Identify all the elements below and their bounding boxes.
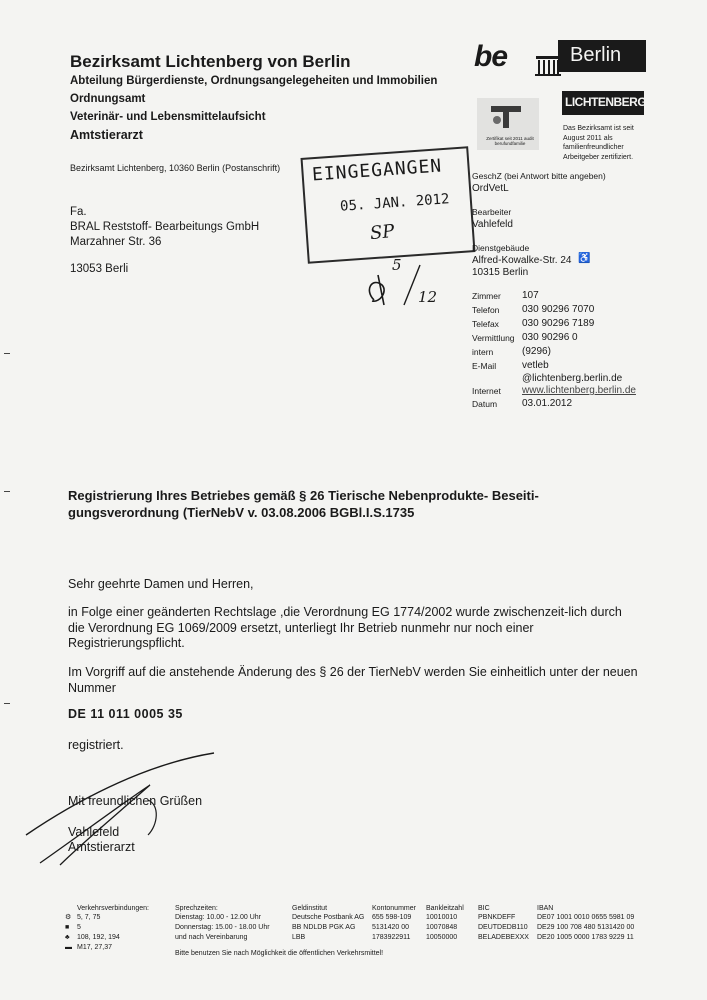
dienst-city: 10315 Berlin [472,267,529,278]
dienst-label: Dienstgebäude [472,243,530,253]
be-berlin-logo: be [474,40,508,73]
department: Abteilung Bürgerdienste, Ordnungsangelegeheiten und Immobilien [70,75,438,87]
bearbeiter-value: Vahlefeld [472,219,513,230]
signatory-role: Amtstierarzt [68,840,135,854]
lichtenberg-logo: LICHTENBERG [565,95,647,109]
blz-label: Bankleitzahl [426,905,464,912]
audit-certificate-text: Zertifikat seit 2011 audit berufundfamilie [486,136,534,146]
closing: Mit freundlichen Grüßen [68,794,203,808]
transport-line: 108, 192, 194 [77,934,120,941]
stamp-date: 05. JAN. 2012 [339,191,451,215]
fold-mark [4,353,10,354]
stamp-title: EINGEGANGEN [311,155,443,186]
gesch-label: GeschZ (bei Antwort bitte angeben) [472,171,606,181]
hours-label: Sprechzeiten: [175,905,218,912]
hours-line: Donnerstag: 15.00 - 18.00 Uhr [175,924,270,931]
hours-line: und nach Vereinbarung [175,934,248,941]
tram-icon: ⚙ [65,914,72,921]
info-label: Vermittlung [472,333,515,343]
konto-label: Kontonummer [372,905,416,912]
info-label: intern [472,347,494,357]
registration-number: DE 11 011 0005 35 [68,707,183,721]
info-value: 030 90296 7189 [522,318,595,329]
info-value: 030 90296 7070 [522,304,595,315]
blz-number: 10010010 [426,914,458,921]
registered-text: registriert. [68,738,124,752]
bank-label: Geldinstitut [292,905,328,912]
handwritten-signature [20,745,220,870]
handwritten-note-bottom: 12 [418,288,438,306]
recipient-line-1: Fa. [70,206,87,218]
bus-icon: ♣ [65,934,70,941]
paragraph-1: in Folge einer geänderten Rechtslage ,die Verordnung EG 1774/2002 wurde zwischenzeit-lich durch die Verordnung EG 1069/2009 ersetzt, unterliegt Ihr Betrieb nunmehr nur noch einer Registrierungspflicht. [68,605,622,650]
bank-name: LBB [292,934,306,941]
footer-note: Bitte benutzen Sie nach Möglichkeit die öffentlichen Verkehrsmittel! [175,950,384,957]
blz-number: 10050000 [426,934,458,941]
info-label: Telefon [472,305,500,315]
info-value: 107 [522,290,539,301]
certification-note: Das Bezirksamt ist seit August 2011 als familienfreundlicher Arbeitgeber zertifiziert. [563,125,634,161]
website-link[interactable]: www.lichtenberg.berlin.de [522,385,636,396]
signatory-name: Vahlefeld [68,825,120,839]
office: Ordnungsamt [70,93,146,105]
konto-number: 1783922911 [372,934,411,941]
iban-code: DE29 100 708 480 5131420 00 [537,924,635,931]
email-domain: @lichtenberg.berlin.de [522,373,623,384]
iban-code: DE20 1005 0000 1783 9229 11 [537,934,634,941]
wheelchair-icon: ♿ [578,253,591,264]
fold-mark [4,491,10,492]
bank-name: BB NDLDB PGK AG [292,924,356,931]
fold-mark [4,703,10,704]
bic-code: BELADEBEXXX [478,934,529,941]
gesch-value: OrdVetL [472,183,509,194]
greeting: Sehr geehrte Damen und Herren, [68,577,254,591]
recipient-company: BRAL Reststoff- Bearbeitungs GmbH [70,221,260,233]
bic-code: DEUTDEDB110 [478,924,528,931]
bic-code: PBNKDEFF [478,914,516,921]
transport-label: Verkehrsverbindungen: [77,905,149,912]
sender-line: Bezirksamt Lichtenberg, 10360 Berlin (Postanschrift) [70,163,281,173]
metro-icon: ▬ [65,944,72,951]
berlin-logo-text: Berlin [570,44,622,66]
paragraph-2: Im Vorgriff auf die anstehende Änderung des § 26 der TierNebV werden Sie einheitlich unter der neuen Nummer [68,665,638,695]
letter-date: 03.01.2012 [522,398,573,409]
info-value: vetleb [522,360,549,371]
blz-number: 10070848 [426,924,458,931]
transport-line: 5 [77,924,81,931]
iban-code: DE07 1001 0010 0655 5981 09 [537,914,635,921]
transport-line: 5, 7, 75 [77,914,101,921]
sbahn-icon: ■ [65,924,70,931]
handwritten-note-mark [362,255,452,315]
subject-line: Registrierung Ihres Betriebes gemäß § 26 Tierische Nebenprodukte- Beseiti-gungsverordnung (TierNebV v. 03.08.2006 BGBl.I.S.1735 [68,488,539,520]
dienst-street: Alfred-Kowalke-Str. 24 [472,255,572,266]
org-name: Bezirksamt Lichtenberg von Berlin [70,52,351,71]
unit: Veterinär- und Lebensmittelaufsicht [70,111,266,123]
info-label: Telefax [472,319,499,329]
info-label: E-Mail [472,361,497,371]
bearbeiter-label: Bearbeiter [472,207,512,217]
konto-number: 5131420 00 [372,924,409,931]
info-label: Datum [472,399,498,409]
info-value: (9296) [522,346,551,357]
stamp-initials: SP [368,220,396,245]
bic-label: BIC [478,905,490,912]
info-label: Internet [472,386,501,396]
handwritten-note-top: 5 [392,256,402,274]
hours-line: Dienstag: 10.00 - 12.00 Uhr [175,914,261,921]
role: Amtstierarzt [70,128,143,142]
bank-name: Deutsche Postbank AG [292,914,365,921]
recipient-city: 13053 Berli [70,263,129,275]
konto-number: 655 598-109 [372,914,412,921]
info-label: Zimmer [472,291,501,301]
iban-label: IBAN [537,905,554,912]
transport-line: M17, 27,37 [77,944,113,951]
recipient-street: Marzahner Str. 36 [70,236,162,248]
info-value: 030 90296 0 [522,332,578,343]
